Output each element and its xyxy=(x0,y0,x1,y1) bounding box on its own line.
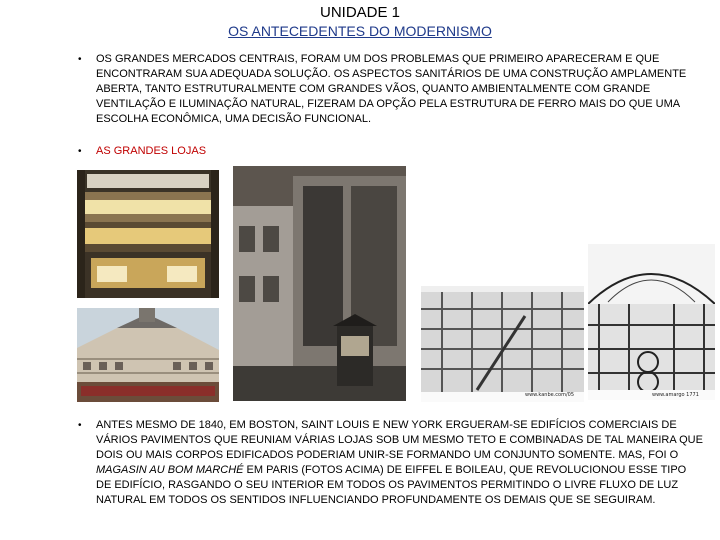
bullet-markets xyxy=(78,52,703,127)
bullet-marker: • xyxy=(78,54,82,65)
store-cutaway-drawing xyxy=(588,244,715,400)
drawing-credit: www.kanbe.com/05 xyxy=(525,392,575,398)
bullet-section-heading xyxy=(78,144,703,159)
bullet-marker: • xyxy=(78,146,82,157)
page-title: UNIDADE 1 xyxy=(319,4,401,21)
bullet-marker: • xyxy=(78,420,82,431)
text-after: EM PARIS (FOTOS ACIMA) DE EIFFEL E BOILEAU, QUE REVOLUCIONOU ESSE TIPO DE EDIFÍCIO, RASGANDO O SEU INTERIOR EM TODOS OS PAVIMENTOS PERMITINDO O LIVRE FLUXO DE LUZ NATURAL EM TODOS OS SENTIDOS INFLUENCIANDO PROFUNDAMENTE OS DEMAIS QUE SE SEGUIRAM. xyxy=(96,464,687,506)
store-section-drawing xyxy=(421,286,584,402)
store-interior-photo xyxy=(77,170,219,298)
bullet-text xyxy=(96,418,703,508)
page-subtitle: OS ANTECEDENTES DO MODERNISMO xyxy=(228,23,492,39)
store-facade-photo xyxy=(233,166,406,401)
store-exterior-photo xyxy=(77,308,219,402)
bullet-text: OS GRANDES MERCADOS CENTRAIS, FORAM UM DOS PROBLEMAS QUE PRIMEIRO APARECERAM E QUE ENCONTRARAM SUA ADEQUADA SOLUÇÃO. OS ASPECTOS SANITÁRIOS DE UMA CONSTRUÇÃO AMPLAMENTE ABERTA, TANTO ESTRUTURALMENTE COM GRANDES VÃOS, QUANTO AMBIENTALMENTE COM GRANDE VENTILAÇÃO E ILUMINAÇÃO NATURAL, FIZERAM DA OPÇÃO PELA ESTRUTURA DE FERRO MAIS DO QUE UMA ESCOLHA ECONÔMICA, UMA DECISÃO FUNCIONAL. xyxy=(96,53,687,125)
text-before: ANTES MESMO DE 1840, EM BOSTON, SAINT LOUIS E NEW YORK ERGUERAM-SE EDIFÍCIOS COMERCIAIS DE VÁRIOS PAVIMENTOS QUE REUNIAM VÁRIAS LOJAS SOB UM MESMO TETO E COMBINADAS DE TAL MANEIRA QUE DOIS OU MAIS CORPOS EDIFICADOS PODERIAM UNIR-SE FORMANDO UM CONJUNTO SOMENTE. MAS, FOI O xyxy=(96,419,703,461)
drawing-credit: www.amargo 1771 xyxy=(652,392,699,398)
italic-store-name: MAGASIN AU BOM MARCHÉ xyxy=(96,464,244,476)
bullet-history xyxy=(78,418,703,508)
section-heading: AS GRANDES LOJAS xyxy=(96,145,207,157)
